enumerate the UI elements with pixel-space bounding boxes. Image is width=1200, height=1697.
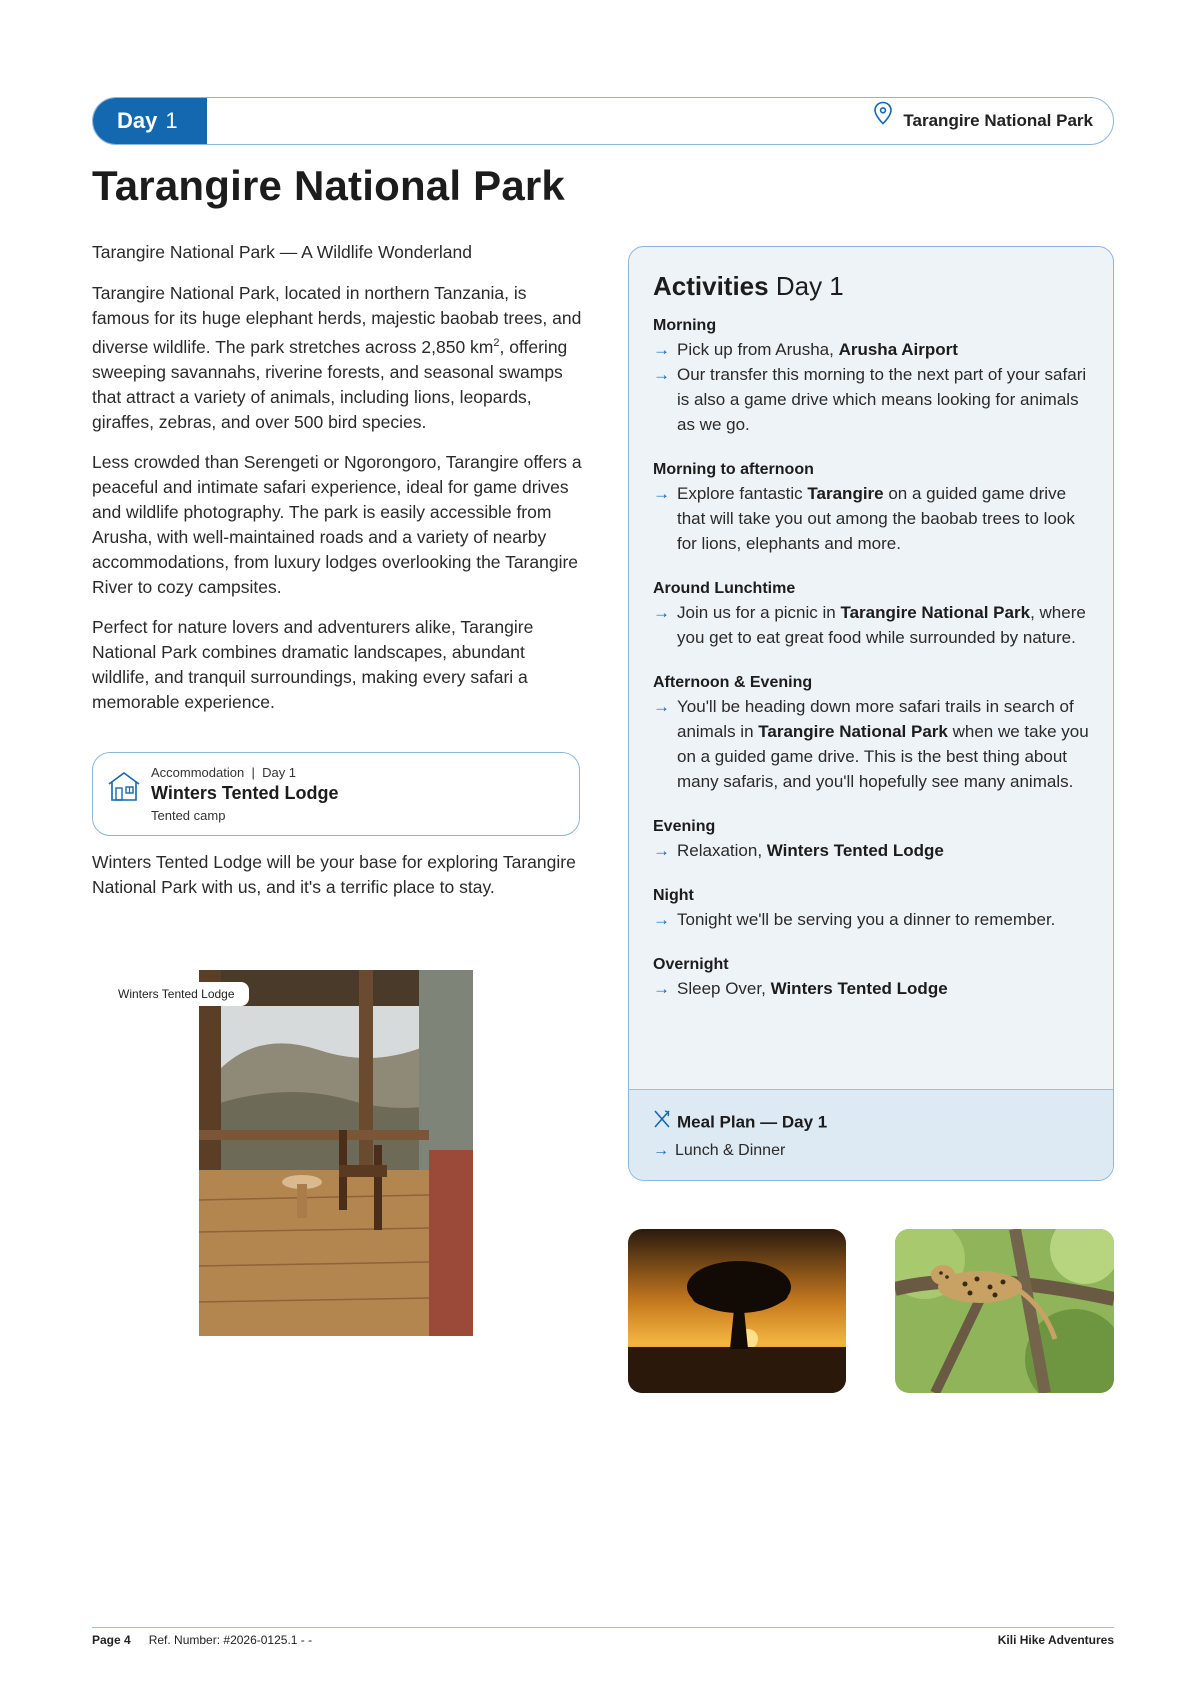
- day-number: 1: [165, 108, 178, 133]
- accommodation-meta: [151, 765, 296, 780]
- accommodation-type: Tented camp: [151, 808, 226, 823]
- activity-text: Join us for a picnic in: [677, 603, 841, 622]
- activity-time: Morning: [653, 317, 717, 334]
- intro-paragraph-2: Less crowded than Serengeti or Ngorongoro, Tarangire offers a peaceful and intimate safari experience, ideal for game drives and wildlife photography. The park is easily accessible from Arusha, with well-maintained roads and a variety of nearby accommodations, from luxury lodges overlooking the Tarangire River to cozy campsites.: [92, 451, 582, 597]
- activity-time: Overnight: [653, 956, 729, 973]
- activity-section: [653, 578, 1093, 650]
- activity-highlight: Tarangire: [807, 484, 884, 503]
- reference-number: Ref. Number: #2026-0125.1 - -: [148, 1633, 313, 1647]
- header-location-text: Tarangire National Park: [903, 111, 1093, 130]
- footer-left: [92, 1633, 312, 1647]
- activity-item: [653, 362, 1093, 437]
- arrow-right-icon: →: [653, 841, 670, 860]
- activity-text: Sleep Over,: [677, 979, 771, 998]
- activity-section: [653, 315, 1093, 437]
- activity-time: Around Lunchtime: [653, 580, 796, 597]
- activities-title: [653, 271, 844, 302]
- activity-highlight: Arusha Airport: [838, 340, 958, 359]
- meal-plan-items: [653, 1142, 785, 1160]
- activities-panel: [628, 246, 1114, 1181]
- activity-section: [653, 954, 1093, 1001]
- activities-list: [653, 315, 1093, 1023]
- para1-end: , offering sweeping savannahs, riverine forests, and seasonal swamps that attract a variety of animals, including lions, leopards, giraffes, zebras, and over 500 bird species.: [92, 336, 568, 432]
- activity-section: [653, 672, 1093, 794]
- day-label: Day: [117, 108, 158, 133]
- map-pin-icon: [873, 97, 893, 143]
- arrow-right-icon: →: [653, 340, 670, 359]
- arrow-right-icon: →: [653, 979, 670, 998]
- activity-text: Explore fantastic: [677, 484, 808, 503]
- activity-item: [653, 976, 1093, 1001]
- baobab-sunset-photo: [628, 1229, 846, 1393]
- para1-superscript: 2: [493, 337, 500, 349]
- activity-time: Afternoon & Evening: [653, 674, 813, 691]
- accommodation-category: Accommodation: [151, 765, 245, 780]
- activity-section: [653, 885, 1093, 932]
- activity-text-end: when we take you on a guided game drive. This is the best thing about many safaris, and you'll hopefully see many animals.: [677, 722, 1089, 791]
- meal-plan-items-text: Lunch & Dinner: [675, 1142, 786, 1159]
- leopard-photo: [895, 1229, 1114, 1393]
- arrow-right-icon: →: [653, 484, 670, 503]
- meta-separator: |: [251, 765, 255, 780]
- activity-highlight: Winters Tented Lodge: [770, 979, 948, 998]
- page-number: Page 4: [92, 1633, 131, 1647]
- activity-highlight: Winters Tented Lodge: [766, 841, 944, 860]
- activity-time: Evening: [653, 818, 716, 835]
- activity-time: Morning to afternoon: [653, 461, 814, 478]
- activities-title-day: Day 1: [775, 271, 844, 301]
- activity-text-end: on a guided game drive that will take you out among the baobab trees to look for lions, elephants and more.: [677, 484, 1075, 553]
- activity-item: [653, 838, 1093, 863]
- activity-section: [653, 816, 1093, 863]
- lodge-photo-label: Winters Tented Lodge: [104, 982, 249, 1006]
- day-header-bar: [92, 97, 1114, 145]
- meal-plan-title: [653, 1112, 827, 1134]
- activity-text-end: , where you get to eat great food while surrounded by nature.: [677, 603, 1086, 647]
- activity-item: [653, 600, 1093, 650]
- activities-title-bold: Activities: [653, 271, 769, 301]
- intro-subtitle: Tarangire National Park — A Wildlife Wonderland: [92, 242, 473, 262]
- footer-divider: [92, 1627, 1114, 1628]
- day-badge: [92, 97, 207, 145]
- accommodation-card: [92, 752, 580, 836]
- arrow-right-icon: →: [653, 1142, 669, 1159]
- meal-plan-title-text: Meal Plan — Day 1: [677, 1112, 828, 1132]
- intro-paragraph-3: Perfect for nature lovers and adventurers alike, Tarangire National Park combines dramatic landscapes, abundant wildlife, and tranquil surroundings, making every safari a memorable experience.: [92, 616, 534, 712]
- footer-company: Kili Hike Adventures: [997, 1633, 1114, 1647]
- accommodation-day: Day 1: [262, 765, 297, 780]
- intro-text: [92, 240, 582, 730]
- arrow-right-icon: →: [653, 910, 670, 929]
- activity-text: Relaxation,: [677, 841, 767, 860]
- utensils-icon: [653, 1109, 671, 1134]
- para1-start: Tarangire National Park, located in northern Tanzania, is famous for its huge elephant herds, majestic baobab trees, and diverse wildlife. The park stretches across 2,850 km: [92, 283, 582, 357]
- activity-text: Tonight we'll be serving you a dinner to remember.: [677, 910, 1056, 929]
- house-icon: [107, 770, 141, 807]
- activity-text: Our transfer this morning to the next part of your safari is also a game drive which means looking for animals as we go.: [677, 365, 1087, 434]
- activity-text: You'll be heading down more safari trails in search of animals in: [677, 697, 1074, 741]
- activity-time: Night: [653, 887, 694, 904]
- activity-item: [653, 337, 1093, 362]
- header-location: [873, 98, 1093, 144]
- activity-text: Pick up from Arusha,: [677, 340, 839, 359]
- activity-item: [653, 694, 1093, 794]
- meal-plan: [629, 1089, 1113, 1180]
- intro-paragraph-1: [92, 281, 582, 435]
- arrow-right-icon: →: [653, 697, 670, 716]
- arrow-right-icon: →: [653, 603, 670, 622]
- accommodation-description: Winters Tented Lodge will be your base for exploring Tarangire National Park with us, and it's a terrific place to stay.: [92, 852, 576, 897]
- lodge-photo: [199, 970, 473, 1336]
- activity-highlight: Tarangire National Park: [758, 722, 948, 741]
- activity-section: [653, 459, 1093, 556]
- activity-item: [653, 481, 1093, 556]
- arrow-right-icon: →: [653, 365, 670, 384]
- activity-highlight: Tarangire National Park: [840, 603, 1031, 622]
- activity-item: [653, 907, 1093, 932]
- page-title: Tarangire National Park: [92, 162, 565, 209]
- accommodation-name: Winters Tented Lodge: [151, 783, 339, 803]
